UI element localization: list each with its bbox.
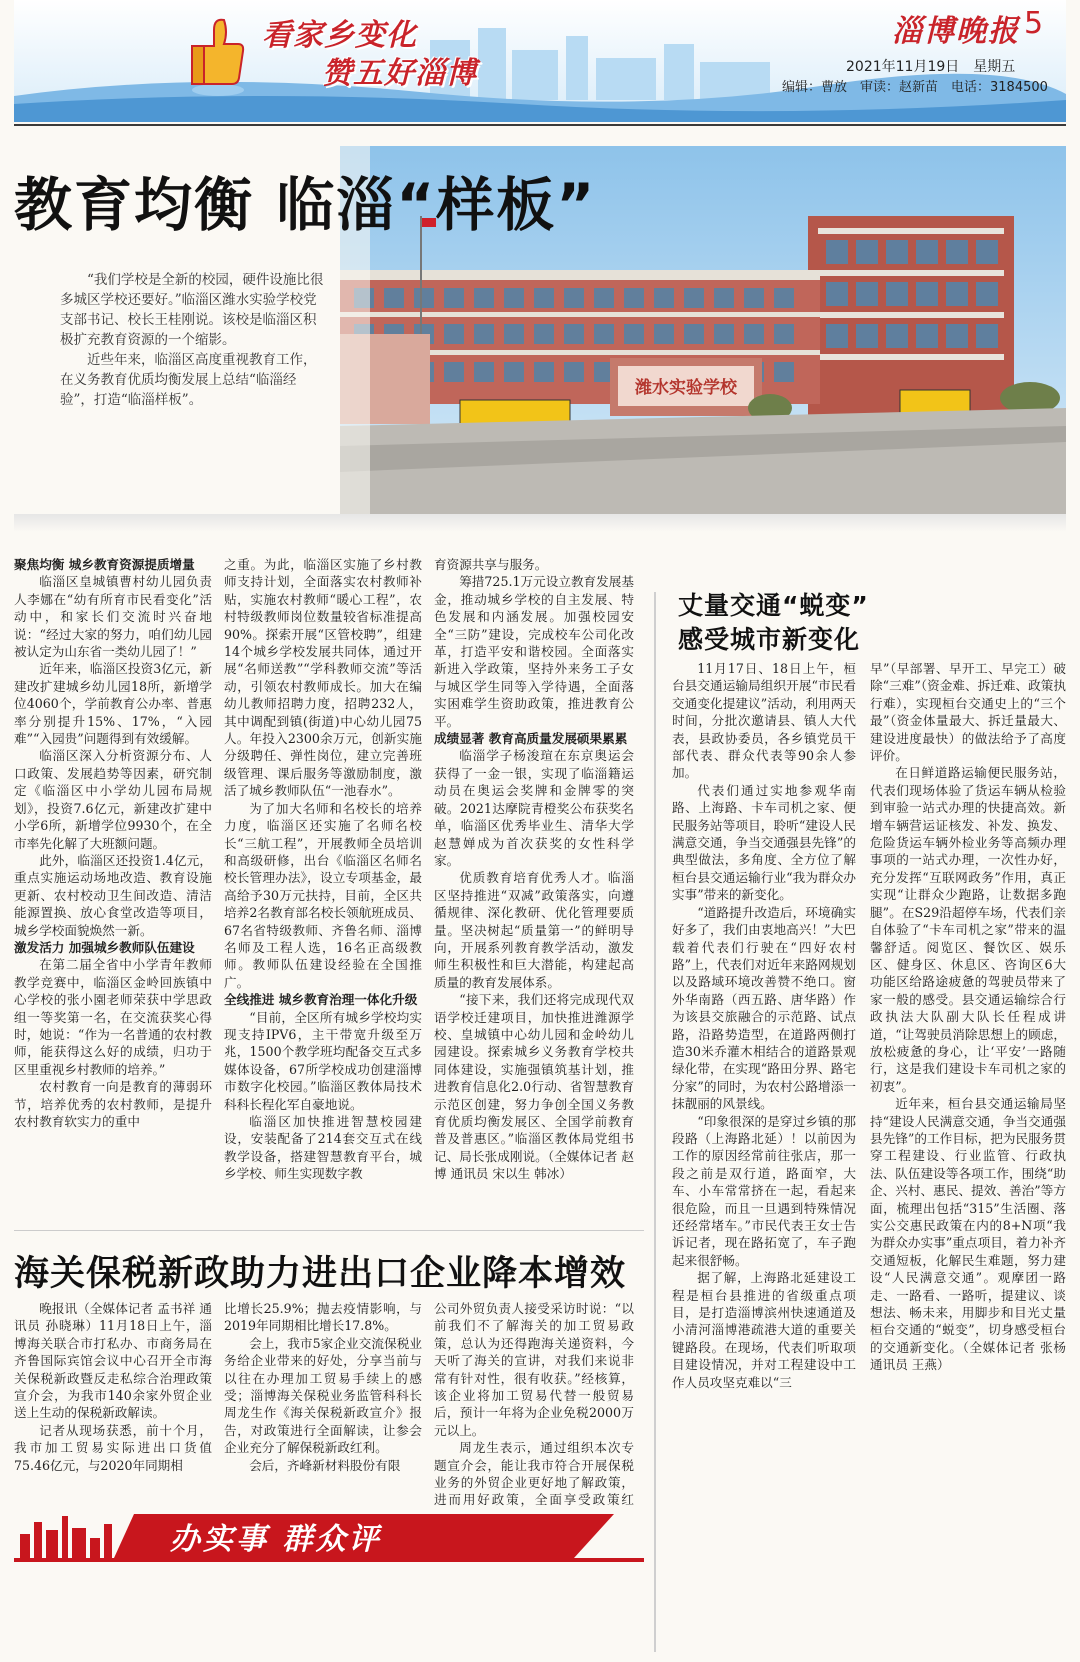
body-paragraph: 晚报讯（全媒体记者 孟书祥 通讯员 孙晓琳）11月18日上午，淄博海关联合市打私办、市商务局在齐鲁国际宾馆会议中心召开全市海关保税新政暨反走私综合治理政策宣介会，为我市140余家外贸企业送上生动的保税新政解读。 <box>14 1301 212 1421</box>
traffic-headline-line-2: 感受城市新变化 <box>678 625 861 654</box>
slogan-line-2: 赞五好淄博 <box>322 56 477 91</box>
continued-paragraph: 之重。为此，临淄区实施了乡村教师支持计划，全面落实农村教师补贴，实施农村教师“暖心工程”，农村特级教师岗位数量较省标准提高90%。探索开展“区管校聘”，组建14个城乡学校发展共同体，通过开展“名师送教”“学科教师交流”等活动，引领农村教师成长。加大在编幼儿教师招聘力度，招聘232人，其中调配到镇(街道)中心幼儿园75人。年投入2300余万元，创新实施分级聘任、弹性岗位，建立完善班级管理、课后服务等激励制度，激活了城乡教师队伍“一池春水”。 <box>224 557 422 799</box>
subheading: 全线推进 城乡教育治理一体化升级 <box>224 992 418 1008</box>
body-paragraph: “印象很深的是穿过乡镇的那段路（上海路北延）！以前因为工作的原因经常前往张店，那一段之前是双行道，路面窄，大车、小车常常挤在一起，看起来很危险，而且一旦遇到特殊情况还经常堵车。”市民代表王女士告诉记者，现在路拓宽了，车子跑起来很舒畅。 <box>672 1113 856 1268</box>
subheading: 成绩显著 教育高质量发展硕果累累 <box>434 731 628 747</box>
intro-paragraph: 近些年来，临淄区高度重视教育工作，在义务教育优质均衡发展上总结“临淄经验”，打造“临淄样板”。 <box>60 352 317 408</box>
customs-headline: 海关保税新政助力进出口企业降本增效 <box>14 1254 627 1294</box>
traffic-column-1 <box>672 660 856 1391</box>
body-paragraph: 会后，齐峰新材料股份有限 <box>249 1457 401 1473</box>
body-paragraph: 据了解，上海路北延建设工程是桓台县推进的省级重点项目，是打造淄博滨州快速通道及小清河淄博港疏港大道的重要关键路段。在现场，代表们听取项目建设情况，并对工程建设中工作人员攻坚克难以“三 <box>672 1270 856 1390</box>
body-paragraph: 临淄区深入分析资源分布、人口政策、发展趋势等因素，研究制定《临淄区中小学幼儿园布局规划》，投资7.6亿元，新建改扩建中小学6所，新增学位9930个，在全市率先化解了大班额问题。 <box>14 748 212 851</box>
header-divider <box>14 124 1066 126</box>
body-paragraph: 在日鲜道路运输便民服务站，代表们现场体验了货运车辆从检验到审验一站式办理的快捷高效。新增车辆营运证核发、补发、换发、危险货运车辆外检业务等高频办理事项的一站式办理，一次性办好，充分发挥“互联网政务”作用，真正实现“让群众少跑路，让数据多跑腿”。在S29沿超停车场，代表们亲自体验了“卡车司机之家”带来的温馨舒适。阅览区、餐饮区、娱乐区、健身区、休息区、咨询区6大功能区给路途疲惫的驾驶员带来了家一般的感受。县交通运输综合行政执法大队副大队长任程成讲道，“让驾驶员消除思想上的顾虑，放松疲惫的身心，让‘平安’一路随行，这是我们建设卡车司机之家的初衷”。 <box>870 765 1066 1094</box>
body-paragraph: “道路提升改造后，环境确实好多了，我们由衷地高兴！”大巴载着代表们行驶在“四好农村路”上，代表们对近年来路网规划以及路域环境改善赞不绝口。窗外华南路（西五路、唐华路）作为该县交旅融合的示范路、试点路，沿路势造型，在道路两侧打造30米乔灌木相结合的道路景观绿化带，在实现“路田分界、路宅分家”的同时，为农村公路增添一抹靓丽的风景线。 <box>672 904 856 1112</box>
traffic-headline-line-1: 丈量交通“蜕变” <box>678 591 869 620</box>
photo-bottom-edge <box>14 514 1066 532</box>
body-paragraph: “目前，全区所有城乡学校均实现支持IPV6，主干带宽升级至万兆，1500个教学班均配备交互式多媒体设备，67所学校成功创建淄博市数字化校园。”临淄区教体局技术科科长程化军自豪地说。 <box>224 1009 422 1112</box>
body-paragraph: 近年来，桓台县交通运输局坚持“建设人民满意交通，争当交通强县先锋”的工作目标，把为民服务贯穿工程建设、行业监管、行政执法、队伍建设等各项工作，围绕“助企、兴村、惠民、提效、善治”等方面，梳理出包括“315”生活圈、落实公交惠民政策在内的8+N项“我为群众办实事”重点项目，着力补齐交通短板，化解民生难题，努力建设“人民满意交通”。观摩团一路走、一路看、一路听，提建议、谈想法、畅未来，用脚步和目光丈量桓台交通的“蜕变”，切身感受桓台的交通新变化。（全媒体记者 张杨 通讯员 王燕） <box>870 1096 1066 1373</box>
traffic-column-2 <box>870 660 1066 1374</box>
issue-date: 2021年11月19日 星期五 <box>846 59 1016 75</box>
slogan-line-1: 看家乡变化 <box>262 18 417 53</box>
body-paragraph: 临淄区加快推进智慧校园建设，安装配备了214套交互式在线教学设备，搭建智慧教育平台，城乡学校、师生实现数字教 <box>224 1114 422 1182</box>
customs-column-2 <box>224 1300 422 1474</box>
thumbs-up-icon <box>188 12 248 100</box>
continued-paragraph: 育资源共享与服务。 <box>434 557 548 572</box>
body-paragraph: 近年来，临淄区投资3亿元，新建改扩建城乡幼儿园18所，新增学位4060个，学前教育公办率、普惠率分别提升15%、17%，“入园难”“入园贵”问题得到有效缓解。 <box>14 661 212 747</box>
customs-column-1 <box>14 1300 212 1474</box>
body-paragraph: 此外，临淄区还投资1.4亿元，重点实施运动场地改造、教育设施更新、农村校动卫生间改造、清洁能源置换、放心食堂改造等项目，城乡学校面貌焕然一新。 <box>14 852 212 938</box>
gate-sign-text: 潍水实验学校 <box>635 378 737 398</box>
lead-headline: 教育均衡 临淄“样板” <box>14 171 597 239</box>
banner-slogan: 办实事 群众评 <box>170 1522 382 1557</box>
body-paragraph: 临淄学子杨浚瑄在东京奥运会获得了一金一银，实现了临淄籍运动员在奥运会奖牌和金牌零的突破。2021达摩院青橙奖公布获奖名单，临淄区优秀毕业生、清华大学赵慧婵成为首次获奖的女性科学家。 <box>434 748 634 868</box>
page-number: 5 <box>1024 6 1044 41</box>
editor-credits: 编辑：曹放 审读：赵新苗 电话：3184500 <box>782 80 1048 95</box>
body-paragraph: “接下来，我们还将完成现代双语学校迁建项目，加快推进潍源学校、皇城镇中心幼儿园和金岭幼儿园建设。探索城乡义务教育学校共同体建设，实施强镇筑基计划，推进教育信息化2.0行动、省智慧教育示范区创建，努力争创全国义务教育优质均衡发展区、全国学前教育普及普惠区。”临淄区教体局党组书记、局长张成刚说。（全媒体记者 赵博 通讯员 宋以生 韩冰） <box>434 992 634 1182</box>
body-paragraph: 11月17日、18日上午，桓台县交通运输局组织开展“市民看交通变化提建议”活动，利用两天时间，分批次邀请县、镇人大代表，县政协委员，各乡镇党员干部代表、群众代表等90余人参加。 <box>672 661 856 781</box>
intro-paragraph: “我们学校是全新的校园，硬件设施比很多城区学校还要好。”临淄区潍水实验学校党支部书记、校长王桂刚说。该校是临淄区积极扩充教育资源的一个缩影。 <box>60 272 324 348</box>
body-paragraph: 周龙生表示，通过组织本次专题宣介会，能让我市符合开展保税业务的外贸企业更好地了解政策，进而用好政策，全面享受政策红 <box>434 1440 634 1508</box>
subheading: 激发活力 加强城乡教师队伍建设 <box>14 939 195 955</box>
body-paragraph: 为了加大名师和名校长的培养力度，临淄区还实施了名师名校长“三航工程”，开展教师全员培训和高级研修，出台《临淄区名师名校长管理办法》，设立专项基金，最高给予30万元扶持，目前，全区共培养2名教育部名校长领航班成员、67名省特级教师、齐鲁名师、淄博名师及工程人选，16名正高级教师。教师队伍建设经验在全国推广。 <box>224 800 422 990</box>
continued-paragraph: 早”（早部署、早开工、早完工）破除“三难”（资金难、拆迁难、政策执行难），实现桓台交通史上的“三个最”（资金体量最大、拆迁量最大、建设进度最快）的做法给予了高度评价。 <box>870 661 1066 764</box>
newspaper-name: 淄博晚报 <box>892 14 1020 49</box>
lead-column-2 <box>224 556 422 1183</box>
subheading: 聚焦均衡 城乡教育资源提质增量 <box>14 557 195 572</box>
lead-column-1 <box>14 556 212 1130</box>
body-paragraph: 临淄区皇城镇曹村幼儿园负责人李娜在“幼有所育市民看变化”活动中，和家长们交流时兴奋地说：“经过大家的努力，咱们幼儿园被认定为山东省一类幼儿园了！” <box>14 574 212 660</box>
masthead <box>0 0 1080 128</box>
body-paragraph: 会上，我市5家企业交流保税业务给企业带来的好处，分享当前与以往在办理加工贸易手续上的感受；淄博海关保税业务监管科科长周龙生作《海关保税新政宣介》报告，对政策进行全面解读，让参会企业充分了解保税新政红利。 <box>224 1335 422 1456</box>
body-paragraph: 在第二届全省中小学青年教师教学竞赛中，临淄区金岭回族镇中心学校的张小園老师荣获中学思政组一等奖第一名，在交流获奖心得时，她说：“作为一名普通的农村教师，能获得这么好的成绩，归功于区里重视乡村教师的培养。” <box>14 957 212 1077</box>
continued-paragraph: 公司外贸负责人接受采访时说：“以前我们不了解海关的加工贸易政策，总认为还得跑海关递资料，今天听了海关的宣讲，对我们来说非常有针对性，很有收获。”经核算，该企业将加工贸易代替一般贸易后，预计一年将为企业免税2000万元以上。 <box>434 1301 634 1438</box>
section-divider <box>14 1230 644 1231</box>
body-paragraph: 记者从现场获悉，前十个月，我市加工贸易实际进出口货值75.46亿元，与2020年同期相 <box>14 1422 212 1473</box>
body-paragraph: 优质教育培育优秀人才。临淄区坚持推进“双减”政策落实，向遵循规律、深化教研、优化管理要质量。坚决树起“质量第一”的鲜明导向，开展系列教育教学活动，激发师生积极性和巨大潜能，构建起高质量的教育发展体系。 <box>434 870 634 990</box>
column-divider <box>654 592 656 1652</box>
body-paragraph: 代表们通过实地参观华南路、上海路、卡车司机之家、便民服务站等项目，聆听“建设人民满意交通，争当交通强县先锋”的典型做法，多角度、全方位了解桓台县交通运输行业“我为群众办实事”带来的新变化。 <box>672 782 856 903</box>
continued-paragraph: 比增长25.9%；抛去疫情影响，与2019年同期相比增长17.8%。 <box>224 1301 422 1334</box>
lead-column-3 <box>434 556 634 1183</box>
body-paragraph: 农村教育一向是教育的薄弱环节，培养优秀的农村教师，是提升农村教育软实力的重中 <box>14 1079 212 1129</box>
body-paragraph: 筹措725.1万元设立教育发展基金，推动城乡学校的自主发展、特色发展和内涵发展。加强校园安全“三防”建设，完成校车公司化改革，打造平安和谐校园。全面落实新进入学政策，坚持外来务工子女与城区学生同等入学待遇，全面落实困难学生资助政策，推进教育公平。 <box>434 574 634 729</box>
lead-intro <box>60 270 324 410</box>
